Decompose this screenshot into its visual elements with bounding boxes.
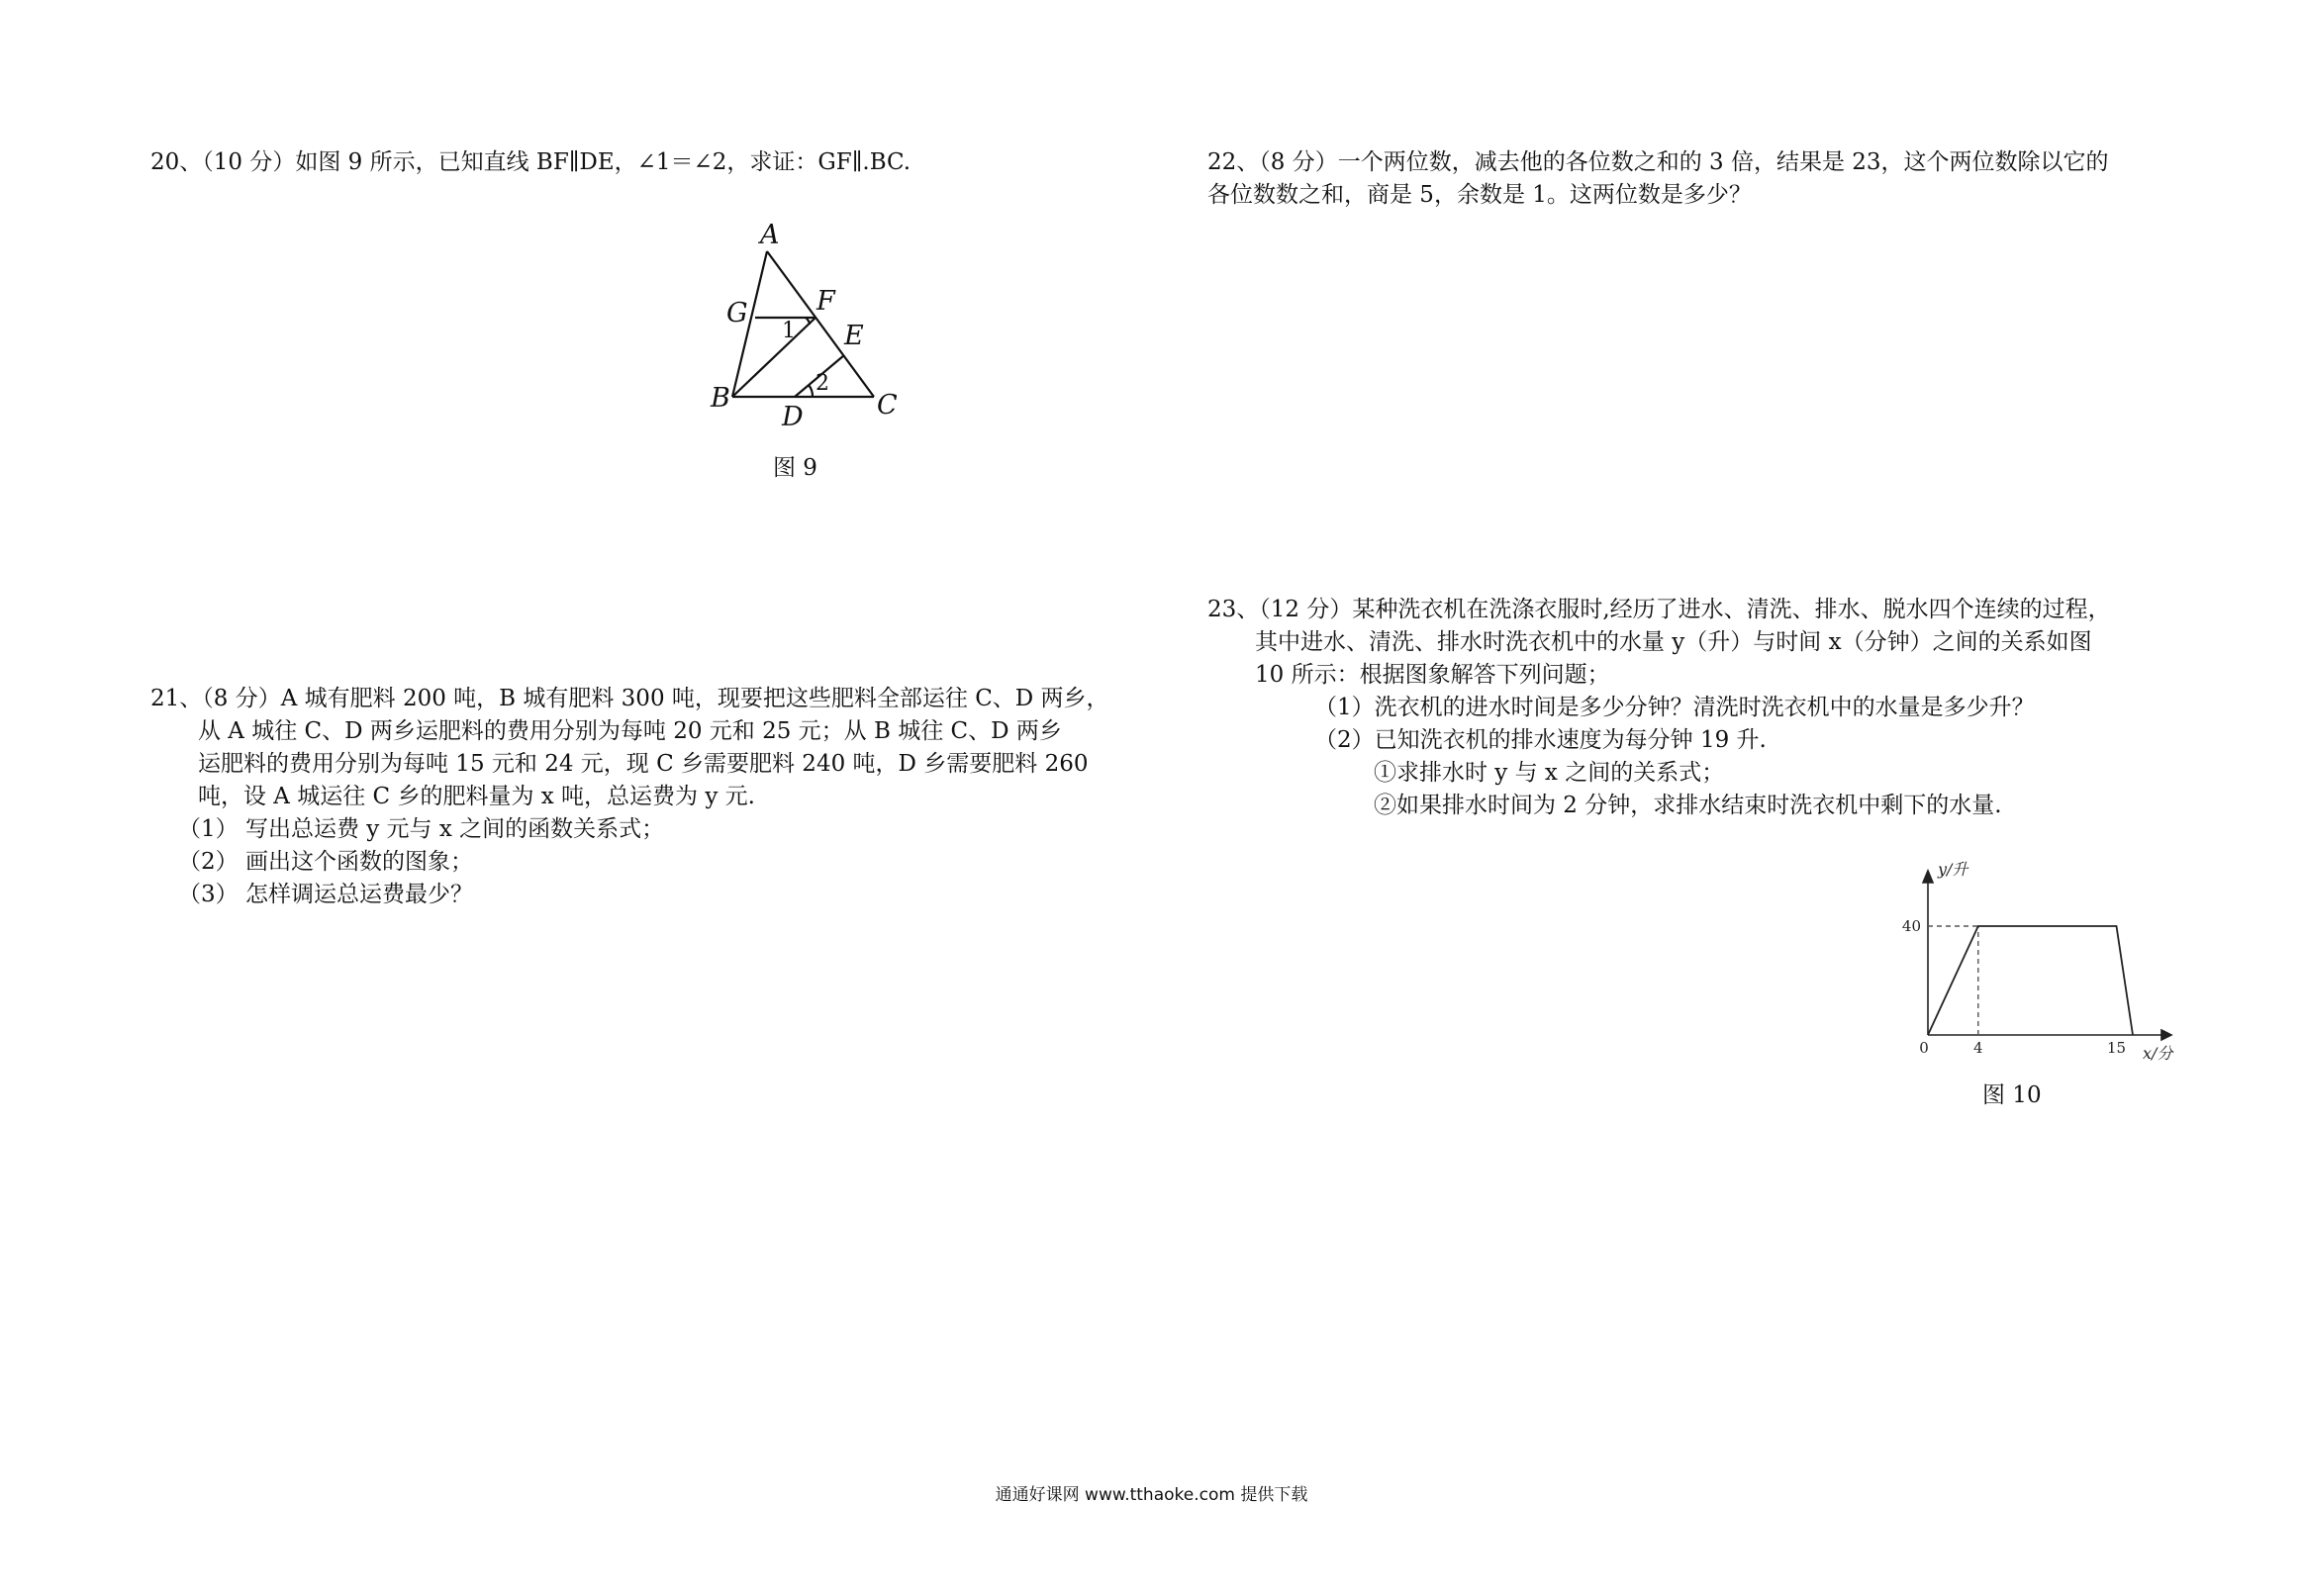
y-tick-40: 40: [1901, 917, 1921, 935]
q21-line-2: 从 A 城往 C、D 两乡运肥料的费用分别为每吨 20 元和 25 元；从 B 城往 C、D 两乡: [198, 718, 1062, 744]
angle-2-arc: [809, 385, 813, 397]
q22-line-2: 各位数数之和，商是 5，余数是 1。这两位数是多少？: [1207, 182, 1752, 208]
label-e: E: [844, 321, 864, 351]
x-tick-4: 4: [1973, 1039, 1983, 1057]
q23-item-2: （2）已知洗衣机的排水速度为每分钟 19 升.: [1314, 727, 1767, 753]
label-d: D: [782, 402, 804, 432]
footer-credit: 通通好课网 www.tthaoke.com 提供下载: [995, 1485, 1308, 1505]
q23-line-1: 23、（12 分）某种洗衣机在洗涤衣服时,经历了进水、清洗、排水、脱水四个连续的过程，: [1207, 597, 2111, 622]
q23-subitem-2: ②如果排水时间为 2 分钟，求排水结束时洗衣机中剩下的水量.: [1374, 793, 2002, 818]
segment-bf: [732, 318, 816, 397]
figure-10-caption: 图 10: [1982, 1082, 2042, 1108]
label-angle-2: 2: [816, 371, 829, 396]
q21-line-3: 运肥料的费用分别为每吨 15 元和 24 元，现 C 乡需要肥料 240 吨，D 乡需要肥料 260: [198, 751, 1089, 777]
label-b: B: [711, 383, 730, 414]
question-21: [150, 683, 1109, 911]
q23-item-1: （1）洗衣机的进水时间是多少分钟？清洗时洗衣机中的水量是多少升？: [1314, 695, 2035, 720]
figure-10-chart: [1890, 857, 2177, 1080]
x-axis-arrow: [2161, 1030, 2171, 1040]
label-g: G: [726, 298, 748, 329]
question-22: [1207, 146, 2109, 212]
q21-item-2: （2） 画出这个函数的图象；: [178, 849, 473, 875]
question-20-text: 20、（10 分）如图 9 所示，已知直线 BF∥DE，∠1＝∠2，求证：GF∥.BC.: [150, 149, 912, 175]
q21-item-3: （3） 怎样调运总运费最少？: [178, 882, 473, 907]
question-23: [1207, 594, 2111, 822]
q22-line-1: 22、（8 分）一个两位数，减去他的各位数之和的 3 倍，结果是 23，这个两位数除以它的: [1207, 149, 2109, 175]
label-f: F: [816, 286, 835, 317]
label-angle-1: 1: [782, 319, 796, 343]
q23-subitem-1: ①求排水时 y 与 x 之间的关系式；: [1374, 760, 1725, 786]
x-tick-15: 15: [2106, 1039, 2127, 1057]
q21-line-1: 21、（8 分）A 城有肥料 200 吨，B 城有肥料 300 吨，现要把这些肥料全部运往 C、D 两乡，: [150, 686, 1109, 711]
q21-line-4: 吨，设 A 城运往 C 乡的肥料量为 x 吨，总运费为 y 元.: [198, 784, 755, 809]
q23-line-2: 其中进水、清洗、排水时洗衣机中的水量 y（升）与时间 x（分钟）之间的关系如图: [1255, 629, 2092, 655]
label-a: A: [760, 220, 780, 250]
x-tick-0: 0: [1919, 1039, 1929, 1057]
figure-9-triangle: [693, 216, 930, 438]
question-20: [150, 146, 911, 179]
y-axis-arrow: [1923, 871, 1933, 883]
y-axis-label: y/升: [1938, 860, 1968, 879]
x-axis-label: x/分: [2143, 1044, 2173, 1063]
figure-9-caption: 图 9: [773, 455, 817, 481]
q23-line-3: 10 所示：根据图象解答下列问题；: [1255, 662, 1610, 688]
label-c: C: [877, 390, 898, 421]
q21-item-1: （1） 写出总运费 y 元与 x 之间的函数关系式；: [178, 816, 665, 842]
series-line: [1928, 926, 2133, 1035]
